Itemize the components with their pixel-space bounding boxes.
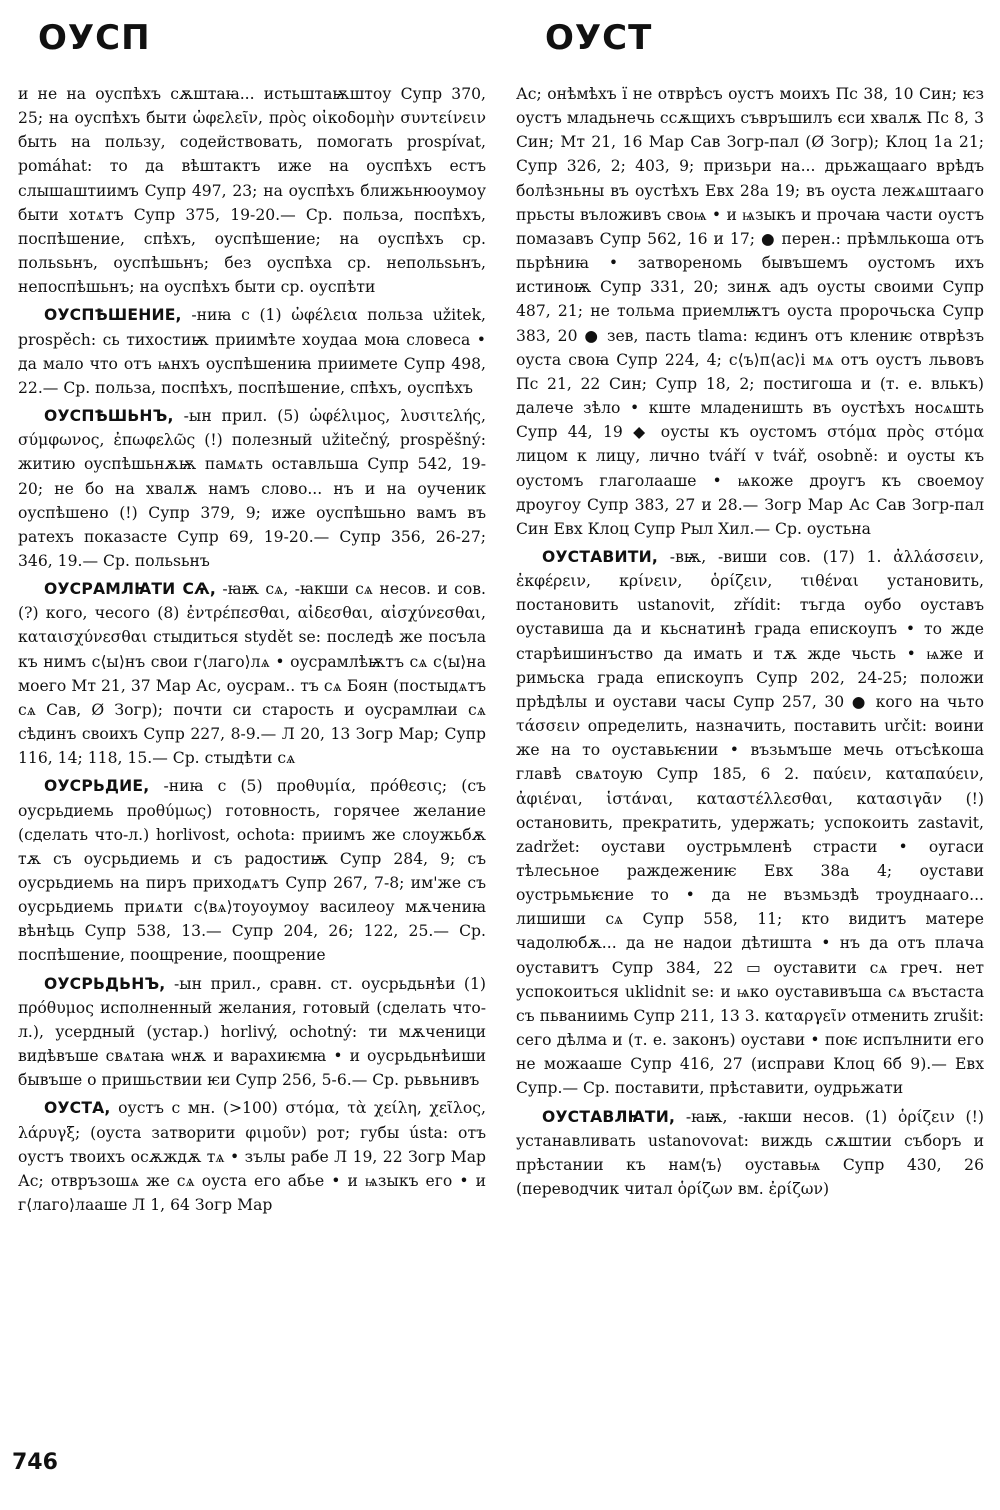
headword: ОУСРАМЛꙖТИ СѦ, xyxy=(44,580,216,599)
entry-text: оустъ с мн. (>100) στόμα, τὰ χείλη, χεῖλος, λάρυγξ; (оуста затворити φιμοῦν) рот; губы ústa: отъ оустъ твоихъ осѫждѫ тѧ • зълы рабе Л 19, 22 Зогр Мар Ас; отвръзошѧ же сѧ оуста его абье • и ѩзыкъ его • и г⟨лаго⟩лааше Л 1, 64 Зогр Мар xyxy=(18,1099,486,1215)
headword: ОУСРЬДЬНЪ, xyxy=(44,974,166,993)
entry-text: -вѭ, -виши сов. (17) 1. ἀλλάσσειν, ἐκφέρειν, κρίνειν, ὁρίζειν, τιθέναι установить, постановить ustanovit, zřídit: тъгда оубо оуставъ оуставиша да и кьснатинѣ града епискоупъ • то жде старѣишинъство да имать и тѫ жде чьсть • ѩже и римьска града епискоупъ Супр 202, 24-25; положи прѣдѣлы и оустави часы Супр 257, 30 ● кого на чьто τάσσειν определить, назначить, поставить určit: воини же на то оуставьѥнии • възьмъше мечь отъсѣкоша главѣ свѧтоую Супр 185, 6 2. παύειν, καταπαύειν, ἀφιέναι, ἱστάναι, καταστέλλεσθαι, κατασιγᾶν (!) остановить, прекратить, удержать; успокоить zastavit, zadržet: оустави оустрьмленѣ страсти • оугаси тѣлесьное раждежениѥ Евх 38а 4; оустави оустрьмьѥние то • да не възмьздѣ троуднааго... лишиши сѧ Супр 558, 11; кто видитъ матере чадолюбѫ... да не надои дѣтишта • нъ да отъ плача оуставитъ Супр 384, 22 ▭ оуставити сѧ греч. нет успокоиться uklidnit se: и ѩко оуставивъша сѧ въстаста съ пьваниимь Супр 211, 13 3. καταργεῖν отменить zrušit: сего дѣлма и (т. е. законъ) оустави • поѥ испълнити его не можааше Супр 416, 27 (исправи Клоц 6б 9).— Евх Супр.— Ср. поставити, прѣставити, оудрьжати xyxy=(516,547,984,1098)
headword: ОУСТАВИТИ, xyxy=(542,547,658,566)
headword: ОУСПѢШЕНИЕ, xyxy=(44,306,182,325)
entry xyxy=(18,577,486,770)
entry-text: -ꙗѭ, -ꙗкши несов. (1) ὁρίζειν (!) устанавливать ustanovovat: виждь сѫштии съборъ и прѣстании къ нам⟨ъ⟩ оуставьѩ Супр 430, 26 (переводчик читал ὁρίζων вм. ἐρίζων) xyxy=(516,1107,984,1199)
entry xyxy=(516,1105,984,1202)
entry-continuation xyxy=(18,82,486,299)
headword: ОУСТАВЛꙖТИ, xyxy=(542,1107,676,1126)
right-column xyxy=(516,82,984,1205)
headword: ОУСРЬДИЕ, xyxy=(44,777,150,796)
headword: ОУСТА, xyxy=(44,1099,111,1118)
entry-text: и не на оуспѣхъ сѫштаꙗ... истьштаѭштоу Супр 370, 25; на оуспѣхъ быти ὠφελεῖν, πρὸς οἰκοδομὴν συντείνειν быть на пользу, содействовать, помогать prospívat, pomáhat: то да вѣштактъ иже на оуспѣхъ естъ слышаштиимъ Супр 497, 23; на оуспѣхъ ближьнюоумоу быти хотѧтъ Супр 375, 19-20.— Ср. польза, поспѣхъ, поспѣшение, спѣхъ, оуспѣшение; на оуспѣхъ ср. польѕьнъ, оуспѣшьнъ; без оуспѣха ср. непольѕьнъ, непоспѣшьнъ; на оуспѣхъ быти ср. оуспѣти xyxy=(18,85,486,297)
entry xyxy=(18,1096,486,1217)
headword: ОУСПѢШЬНЪ, xyxy=(44,407,174,426)
entry xyxy=(18,972,486,1093)
entry-continuation xyxy=(516,82,984,541)
entry-text: -ꙗѭ сѧ, -ꙗкши сѧ несов. и сов. (?) кого, чесого (8) ἐντρέπεσθαι, αἰδεσθαι, αἰσχύνεσθαι, καταισχύνεσθαι стыдиться stydět se: последѣ же посъла къ нимъ с⟨ы⟩нъ свои г⟨лаго⟩лѧ • оусрамлѣѭтъ сѧ с⟨ы⟩на моего Мт 21, 37 Мар Ас, оусрам.. тъ сѧ Боян (постыдѧтъ сѧ Сав, Ø Зогр); почти си старость и оусрамлꙗи сѧ сѣдинъ своихъ Супр 227, 8-9.— Л 20, 13 Зогр Мар; Супр 116, 14; 118, 15.— Ср. стыдѣти сѧ xyxy=(18,580,486,768)
entry-text: -ын прил., сравн. ст. оусрьдьнѣи (1) πρόθυμος исполненный желания, готовый (сделать что-л.), усердный (устар.) horlivý, ochotný: ти мѫченици видѣвъше свѧтаꙗ ѡнѫ и варахиѥмꙗ • и оусрьдьнѣиши бывъше о пришьствии ѥи Супр 256, 5-6.— Ср. рьвьнивъ xyxy=(18,974,486,1090)
entry-text: Ас; онѣмѣхъ ї не отврѣсъ оустъ моихъ Пс 38, 10 Син; ѥз оустъ младьнечь ссѫщихъ съвръшилъ єси хвалѫ Пс 8, 3 Син; Мт 21, 16 Мар Сав Зогр-пал (Ø Зогр); Клоц 1а 21; Супр 326, 2; 403, 9; призьри на... дрьжащааго врѣдъ болѣзньны въ оустѣхъ Евх 28а 19; въ оуста лежѧштааго прьсты въложивъ своѩ • и ѩзыкъ и прочаꙗ части оустъ помазавъ Супр 562, 16 и 17; ● перен.: прѣмлькоша отъ пьрѣниꙗ • затвореномь бывъшемъ оустомъ ихъ истиноѭ Супр 331, 20; зинѫ адъ оусты своими Супр 487, 21; не тольма приемлѭтъ оуста пророчьска Супр 383, 20 ● зев, пасть tlama: ѥдинъ отъ клениѥ отврѣзъ оуста своꙗ Супр 224, 4; с⟨ъ⟩п⟨ас⟩і мѧ отъ оустъ львовъ Пс 21, 22 Син; Супр 18, 2; постигоша и (т. е. влькъ) далече зѣло • кште младеништь въ оустѣхъ носѧшть Супр 44, 19 ◆ оусты къ оустомъ στόμα πρὸς στόμα лицом к лицу, лично tváří v tvář, osobně: и оусты къ оустомъ глаголааше • ѩкоже дроугъ къ своемоу дроугоу Супр 383, 27 и 28.— Зогр Мар Ас Сав Зогр-пал Син Евх Клоц Супр Рыл Хил.— Ср. оустьна xyxy=(516,85,984,538)
entry xyxy=(18,774,486,967)
left-column xyxy=(18,82,486,1221)
running-head-right: ОУСТ xyxy=(545,18,653,58)
entry xyxy=(18,303,486,400)
entry-text: -ниꙗ с (5) προθυμία, πρόθεσις; (съ оусрьдиемь προθύμως) готовность, горячее желание (сделать что-л.) horlivost, ochota: приимъ же слоужьбѫ тѫ съ оусрьдиемь и съ радостиѭ Супр 284, 9; съ оусрьдиемь на пиръ приходѧтъ Супр 267, 7-8; им'же съ оусрьдиемь приѧти с⟨вѧ⟩тоуоумоу василеоу мѫчениꙗ вѣнѣць Супр 538, 13.— Супр 204, 26; 122, 25.— Ср. поспѣшение, поощрение, поощрение xyxy=(18,777,487,965)
entry xyxy=(516,545,984,1101)
entry-text: -ниꙗ с (1) ὠφέλεια польза užitek, prospěch: сь тихостиѭ приимѣте хоудаа моꙗ словеса • да мало что отъ ѩнхъ оуспѣшениꙗ приимете Супр 498, 22.— Ср. польза, поспѣхъ, поспѣшение, спѣхъ, оуспѣхъ xyxy=(18,306,486,397)
running-head-left: ОУСП xyxy=(38,18,151,58)
page-number: 746 xyxy=(12,1450,58,1475)
entry xyxy=(18,404,486,573)
entry-text: -ын прил. (5) ὠφέλιμος, λυσιτελής, σύμφωνος, ἐπωφελῶς (!) полезный užitečný, prospěšný: житию оуспѣшьнѫѭ памѧть оставльша Супр 542, 19-20; не бо на хвалѫ намъ слово... нъ и на оученик оуспѣшено (!) Супр 379, 9; иже оуспѣшьно вамъ въ ратехъ показасте Супр 69, 19-20.— Супр 356, 26-27; 346, 19.— Ср. польѕьнъ xyxy=(18,407,486,570)
